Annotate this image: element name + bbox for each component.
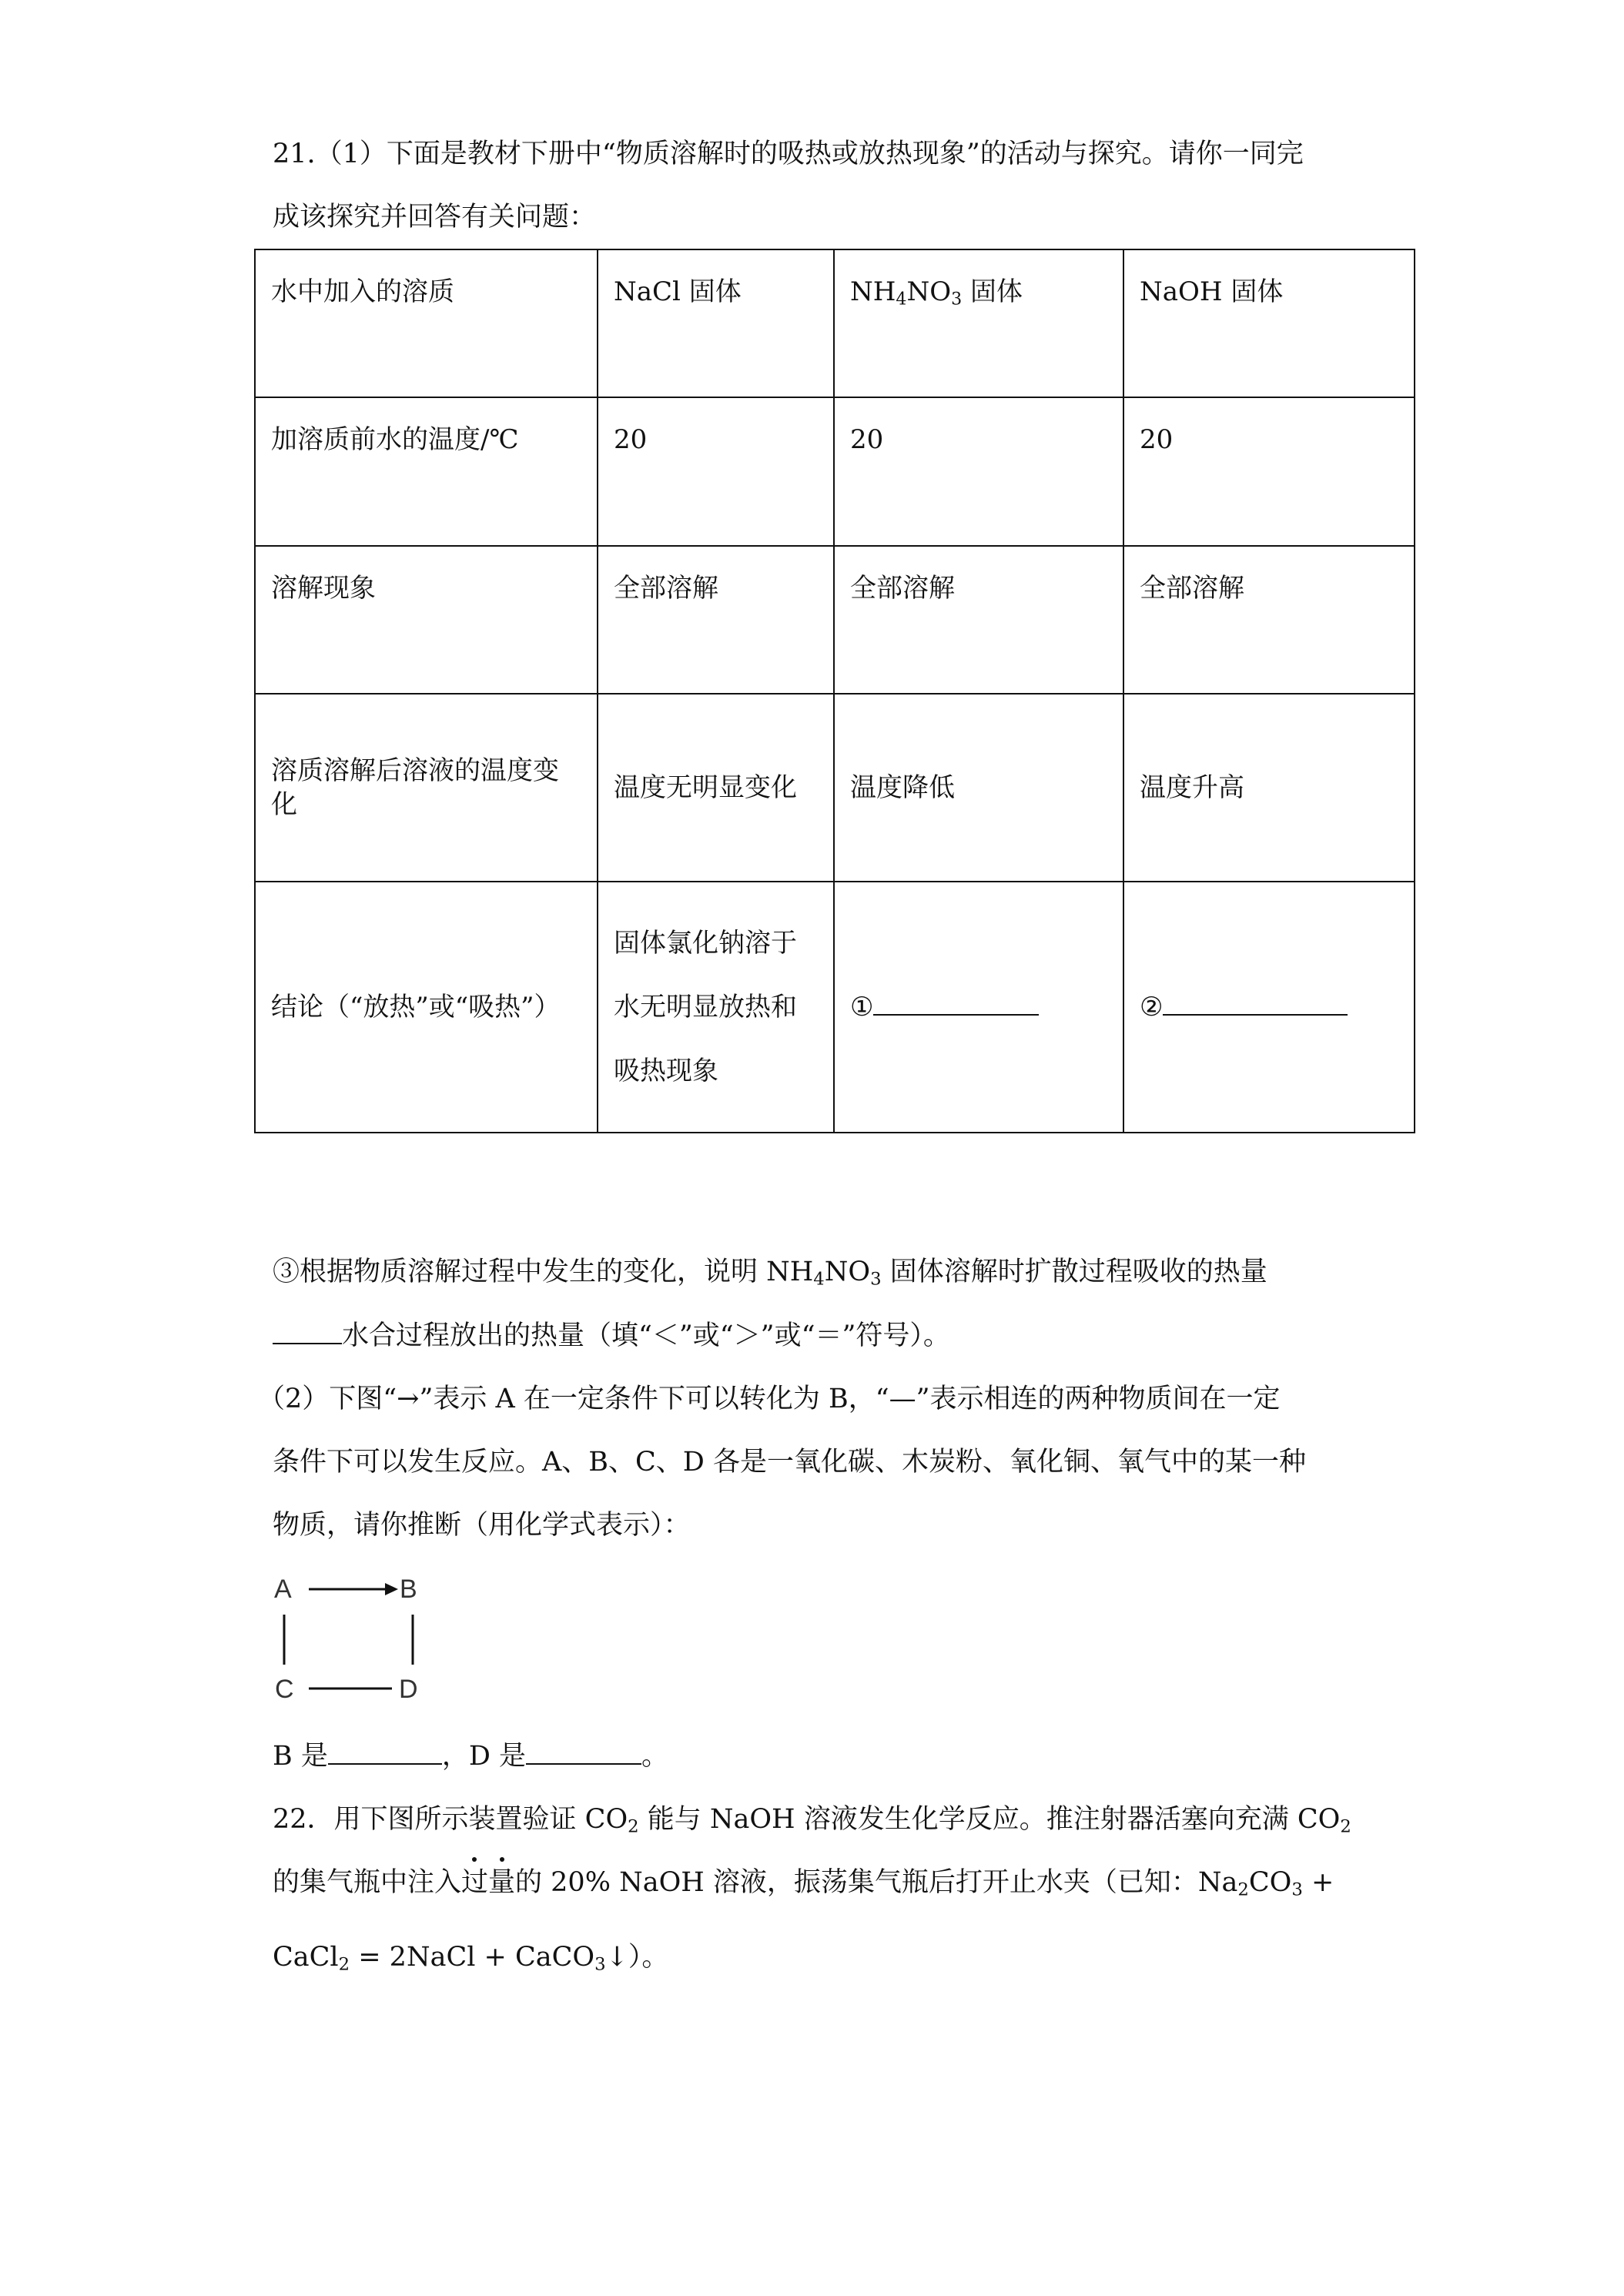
answer-blank[interactable] xyxy=(273,1343,342,1344)
table-cell: $NH_4NO_3$ 固体 xyxy=(834,249,1123,397)
emphasis-dot xyxy=(500,1857,504,1862)
table-cell: 全部溶解 xyxy=(1123,546,1415,694)
q21-part2-line2: 条件下可以发生反应。A、B、C、D 各是一氧化碳、木炭粉、氧化铜、氧气中的某一种 xyxy=(273,1447,1306,1478)
table-row xyxy=(255,546,1415,694)
table-cell: 固体氯化钠溶于水无明显放热和吸热现象 xyxy=(598,882,834,1133)
answer-blank[interactable] xyxy=(328,1763,442,1765)
node-d: D xyxy=(399,1675,418,1704)
relation-diagram xyxy=(273,1575,443,1709)
table-row xyxy=(255,882,1415,1133)
dissolution-table xyxy=(254,249,1415,1133)
q21-part2-answers: B 是 ，D 是 。 xyxy=(273,1741,669,1772)
table-row xyxy=(255,694,1415,882)
answer-cell-2[interactable]: ② xyxy=(1123,882,1415,1133)
q21-sub3-line1: ③根据物质溶解过程中发生的变化，说明 $NH_4NO_3$ 固体溶解时扩散过程吸收的热量 xyxy=(273,1257,1267,1290)
q22-line3: CaCl$_2$ = 2NaCl + CaCO$_3$↓）。 xyxy=(273,1942,669,1975)
table-cell: 溶质溶解后溶液的温度变化 xyxy=(255,694,598,882)
node-c: C xyxy=(275,1675,294,1704)
answer-blank[interactable] xyxy=(873,1014,1039,1016)
table-cell: 溶解现象 xyxy=(255,546,598,694)
table-row xyxy=(255,249,1415,397)
q21-part2-line1: （2）下图“→”表示 A 在一定条件下可以转化为 B，“—”表示相连的两种物质间在一定 xyxy=(258,1384,1281,1414)
q21-sub3-line2: 水合过程放出的热量（填“＜”或“＞”或“＝”符号）。 xyxy=(273,1323,950,1350)
table-cell: NaCl 固体 xyxy=(598,249,834,397)
table-cell: 加溶质前水的温度/℃ xyxy=(255,397,598,546)
table-cell: 结论（“放热”或“吸热”） xyxy=(255,882,598,1133)
table-cell: 20 xyxy=(1123,397,1415,546)
node-a: A xyxy=(274,1575,292,1604)
node-b: B xyxy=(400,1575,417,1604)
answer-cell-1[interactable]: ① xyxy=(834,882,1123,1133)
table-cell: 全部溶解 xyxy=(834,546,1123,694)
arrowhead-icon xyxy=(385,1583,398,1595)
q21-intro-line2: 成该探究并回答有关问题： xyxy=(273,202,597,233)
table-cell: 温度无明显变化 xyxy=(598,694,834,882)
q22-line1: 22．用下图所示装置验证 $CO_2$ 能与 NaOH 溶液发生化学反应。推注射器活塞向充满 $CO_2$ xyxy=(273,1804,1351,1837)
q21-intro-line1: 21.（1）下面是教材下册中“物质溶解时的吸热或放热现象”的活动与探究。请你一同完 xyxy=(273,139,1304,169)
table-cell: 20 xyxy=(598,397,834,546)
table-cell: 水中加入的溶质 xyxy=(255,249,598,397)
answer-blank[interactable] xyxy=(526,1763,641,1765)
q22-line2: 的集气瓶中注入过量 的 20% NaOH 溶液，振荡集气瓶后打开止水夹（已知：$Na_2CO_3$ + xyxy=(273,1869,1334,1896)
q21-part2-line3: 物质，请你推断（用化学式表示）： xyxy=(273,1510,691,1541)
table-cell: 20 xyxy=(834,397,1123,546)
emphasis-dot xyxy=(472,1857,477,1862)
table-cell: 温度升高 xyxy=(1123,694,1415,882)
table-cell: 温度降低 xyxy=(834,694,1123,882)
emphasis-text: 过量 xyxy=(461,1869,515,1896)
answer-blank[interactable] xyxy=(1163,1014,1348,1016)
table-cell: 全部溶解 xyxy=(598,546,834,694)
table-row xyxy=(255,397,1415,546)
table-cell: NaOH 固体 xyxy=(1123,249,1415,397)
